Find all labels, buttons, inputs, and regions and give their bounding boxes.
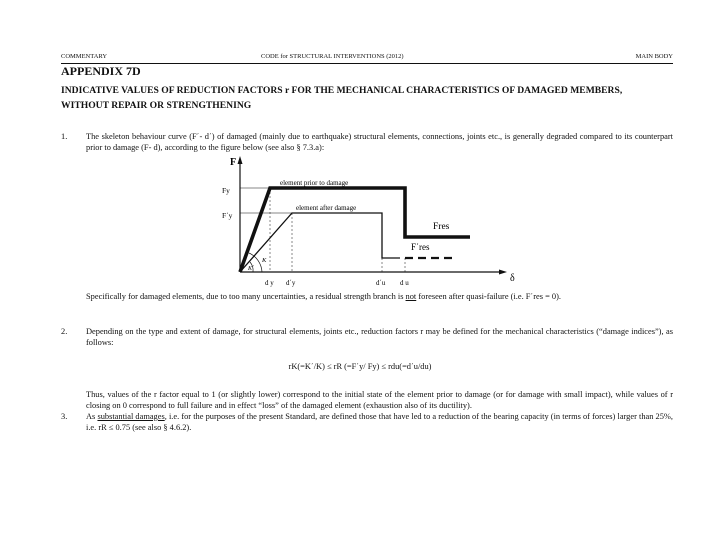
specifically-text-b: foreseen after quasi-failure (i.e. F΄res = 0). [416, 292, 561, 301]
after-damage-label: element after damage [296, 204, 357, 212]
fy-label: Fy [222, 186, 230, 195]
header-left: COMMENTARY [61, 53, 108, 60]
item-2-text: Depending on the type and extent of damage, for structural elements, joints etc., reduction factors r may be defined for the mechanical characteristics (“damage indices”), as follows: [86, 327, 673, 347]
item-3-number: 3. [61, 412, 68, 421]
before-damage-label: element prior to damage [280, 179, 349, 187]
specifically-not: not [405, 292, 417, 301]
item-1-text: The skeleton behaviour curve (F΄- d΄) of damaged (mainly due to earthquake) structural elements, connections, joints etc., is generally degraded compared to its counterpart prior to damage (F- d), according to the figure below (see also § 7.3.a): [86, 132, 673, 152]
fres-prime-label: F΄res [411, 242, 430, 252]
specifically-text-a: Specifically for damaged elements, due to too many uncertainties, a residual strength branch is [86, 292, 406, 301]
fres-label: Fres [433, 222, 450, 232]
title-line-2: WITHOUT REPAIR OR STRENGTHENING [61, 100, 252, 111]
appendix-heading: APPENDIX 7D [61, 64, 141, 78]
f-axis-arrow [238, 156, 243, 164]
delta-axis-label: δ [510, 273, 515, 284]
k-label: K [262, 257, 267, 264]
item-3-text-a: As [86, 412, 98, 421]
k-prime-label: K΄ [248, 266, 254, 272]
header-center: CODE for STRUCTURAL INTERVENTIONS (2012) [261, 53, 404, 60]
item-3-substantial: substantial damages [97, 412, 165, 421]
specifically-paragraph [86, 291, 673, 302]
dy-prime-label: d΄y [286, 279, 296, 287]
item-3-text-b: , i.e. for the purposes of the present Standard, are defined those that have led to a reduction of the bearing capacity (in terms of forces) larger than 25%, i.e. rR ≤ 0.75 (see also § 4.6.2). [86, 412, 674, 432]
du-label: d u [400, 279, 409, 287]
thus-paragraph: Thus, values of the r factor equal to 1 (or slightly lower) correspond to the initial state of the element prior to damage (or for damage with small impact), while values of r closing on 0 correspond to full failure and in effect “loss” of the damaged element (exhaustion also of its ductility). [86, 390, 673, 410]
dy-label: d y [265, 279, 274, 287]
delta-axis-arrow [499, 270, 507, 275]
item-1-number: 1. [61, 132, 68, 141]
damage-indices-formula: rK(=K΄/K) ≤ rR (=F΄y/ Fy) ≤ rdu(=d΄u/du) [288, 362, 432, 371]
item-3-text [86, 411, 673, 433]
item-2-number: 2. [61, 327, 68, 336]
f-axis-label: F [230, 157, 237, 168]
title-line-1: INDICATIVE VALUES OF REDUCTION FACTORS r FOR THE MECHANICAL CHARACTERISTICS OF DAMAGED MEMBERS, [61, 85, 623, 96]
header-right: MAIN BODY [635, 53, 673, 60]
fy-prime-label: F΄y [222, 211, 233, 220]
du-prime-label: d΄u [376, 279, 386, 287]
